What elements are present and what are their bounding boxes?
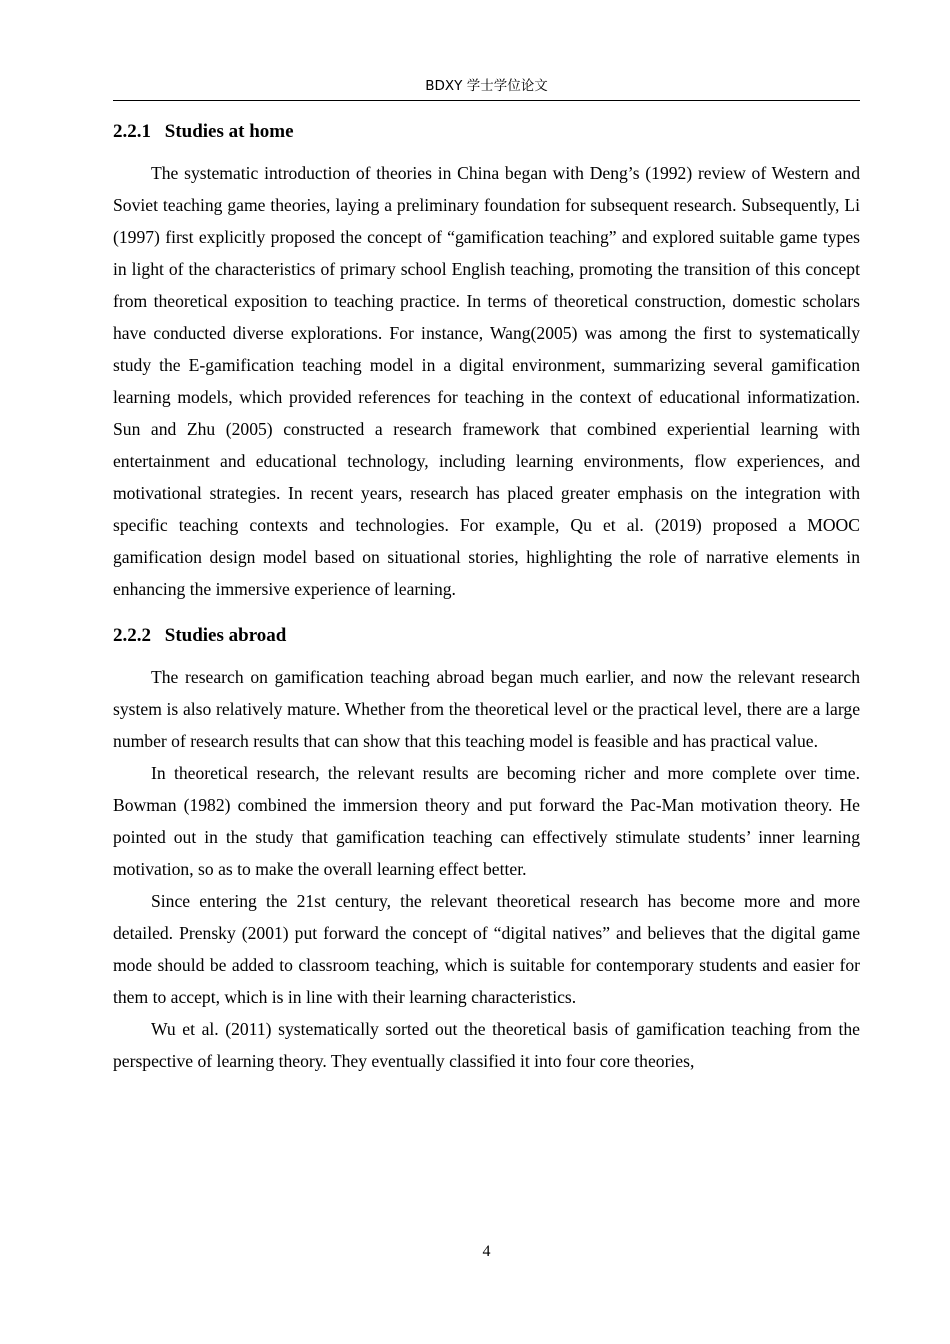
page-number: 4: [482, 1243, 491, 1260]
page-header: BDXY 学士学位论文: [425, 78, 548, 94]
section-number: 2.2.1: [113, 121, 151, 142]
header-rule: [113, 100, 860, 101]
body-paragraph: Since entering the 21st century, the relevant theoretical research has become more and more detailed. Prensky (2001) put forward the concept of “digital natives” and believes that the digital game mode should be added to classroom teaching, which is suitable for contemporary students and easier for them to accept, which is in line with their learning characteristics.: [113, 891, 860, 1007]
section-title: Studies at home: [164, 121, 294, 142]
page-body: [113, 117, 860, 1077]
body-paragraph: The systematic introduction of theories in China began with Deng’s (1992) review of Western and Soviet teaching game theories, laying a preliminary foundation for subsequent research. Subsequently, Li (1997) first explicitly proposed the concept of “gamification teaching” and explored suitable game types in light of the characteristics of primary school English teaching, promoting the transition of this concept from theoretical exposition to teaching practice. In terms of theoretical construction, domestic scholars have conducted diverse explorations. For instance, Wang(2005) was among the first to systematically study the E-gamification teaching model in a digital environment, summarizing several gamification learning models, which provided references for teaching in the context of educational informatization. Sun and Zhu (2005) constructed a research framework that combined experiential learning with entertainment and educational technology, including learning environments, flow experiences, and motivational strategies. In recent years, research has placed greater emphasis on the integration with specific teaching contexts and technologies. For example, Qu et al. (2019) proposed a MOOC gamification design model based on situational stories, highlighting the role of narrative elements in enhancing the immersive experience of learning.: [113, 163, 860, 599]
body-paragraph: Wu et al. (2011) systematically sorted out the theoretical basis of gamification teaching from the perspective of learning theory. They eventually classified it into four core theories,: [113, 1019, 860, 1071]
section-number: 2.2.2: [113, 625, 151, 646]
section-heading: [113, 117, 860, 147]
body-paragraph: In theoretical research, the relevant results are becoming richer and more complete over time. Bowman (1982) combined the immersion theory and put forward the Pac-Man motivation theory. He pointed out in the study that gamification teaching can effectively stimulate students’ inner learning motivation, so as to make the overall learning effect better.: [113, 763, 860, 879]
body-paragraph: The research on gamification teaching abroad began much earlier, and now the relevant research system is also relatively mature. Whether from the theoretical level or the practical level, there are a large number of research results that can show that this teaching model is feasible and has practical value.: [113, 667, 860, 751]
section-title: Studies abroad: [164, 625, 287, 646]
section-heading: [113, 621, 860, 651]
